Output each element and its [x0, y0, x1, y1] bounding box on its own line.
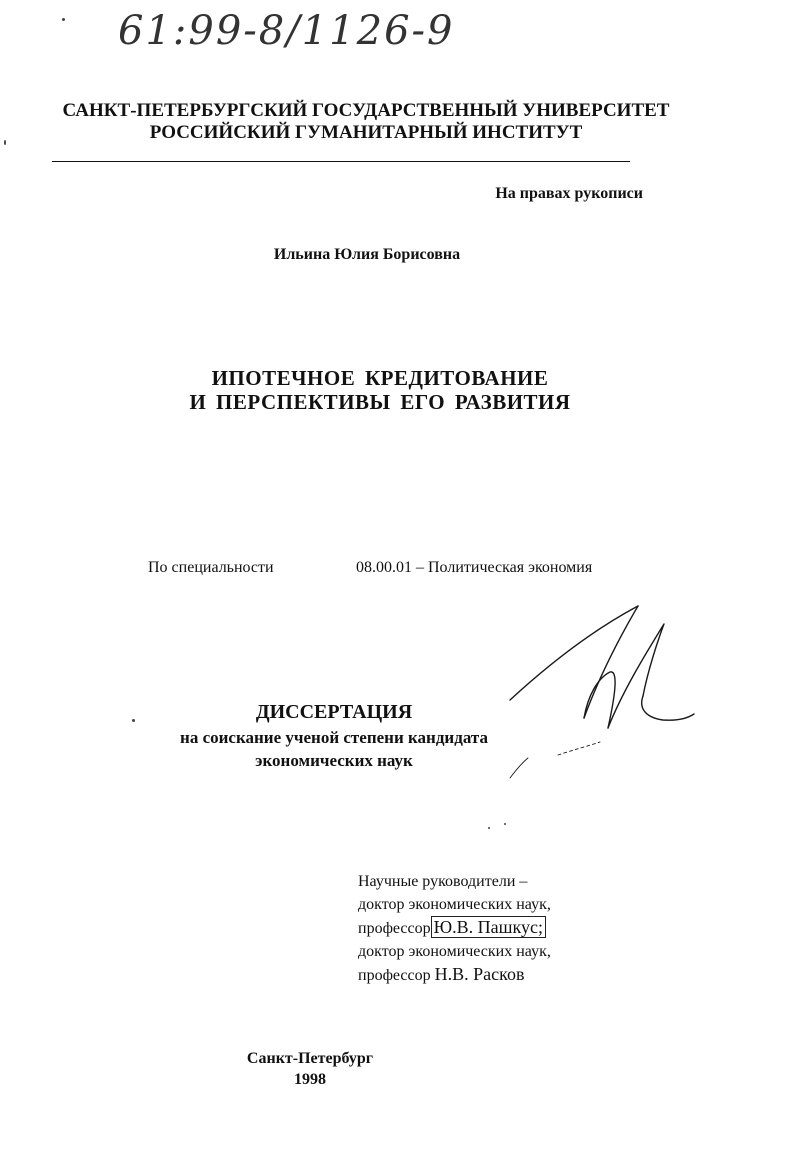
- dissertation-title: [130, 366, 630, 414]
- university-name: САНКТ-ПЕТЕРБУРГСКИЙ ГОСУДАРСТВЕННЫЙ УНИВЕРСИТЕТ: [62, 100, 670, 121]
- author-name: Ильина Юлия Борисовна: [273, 246, 461, 263]
- supervisor-2-name: Н.В. Расков: [434, 964, 525, 984]
- scan-speck: [62, 18, 65, 21]
- year: 1998: [294, 1071, 326, 1088]
- supervisor-1-degree: доктор экономических наук,: [358, 896, 551, 913]
- scan-speck: [132, 719, 135, 722]
- manuscript-rights-note: На правах рукописи: [495, 185, 643, 202]
- degree-line-2: экономических наук: [255, 751, 413, 770]
- institute-name: РОССИЙСКИЙ ГУМАНИТАРНЫЙ ИНСТИТУТ: [149, 122, 583, 143]
- degree-line-1: на соискание ученой степени кандидата: [180, 728, 488, 747]
- institution-header: [40, 100, 692, 144]
- specialty-label: По специальности: [148, 559, 274, 576]
- degree-sought: [134, 726, 534, 772]
- scan-speck: [4, 140, 6, 145]
- supervisor-2-degree: доктор экономических наук,: [358, 943, 551, 960]
- supervisors-heading: Научные руководители –: [358, 873, 528, 890]
- city-year-block: [210, 1048, 410, 1090]
- header-divider: [52, 161, 630, 162]
- supervisor-2-rank: профессор: [358, 967, 431, 984]
- title-line-2: И ПЕРСПЕКТИВЫ ЕГО РАЗВИТИЯ: [189, 390, 571, 414]
- city: Санкт-Петербург: [246, 1050, 374, 1067]
- dissertation-heading: ДИССЕРТАЦИЯ: [255, 701, 413, 723]
- archive-number-handwritten: 61:99-8/1126-9: [118, 8, 455, 54]
- supervisor-1-name: Ю.В. Пашкус;: [431, 916, 546, 938]
- supervisor-1-rank: профессор: [358, 920, 431, 937]
- specialty-value: 08.00.01 – Политическая экономия: [356, 559, 593, 576]
- supervisors-block: [358, 870, 551, 987]
- scan-speck: [488, 827, 490, 829]
- title-line-1: ИПОТЕЧНОЕ КРЕДИТОВАНИЕ: [211, 366, 549, 390]
- scan-speck: [504, 823, 506, 825]
- supervisor-2-line: [358, 963, 551, 987]
- supervisor-1-line: [358, 916, 551, 940]
